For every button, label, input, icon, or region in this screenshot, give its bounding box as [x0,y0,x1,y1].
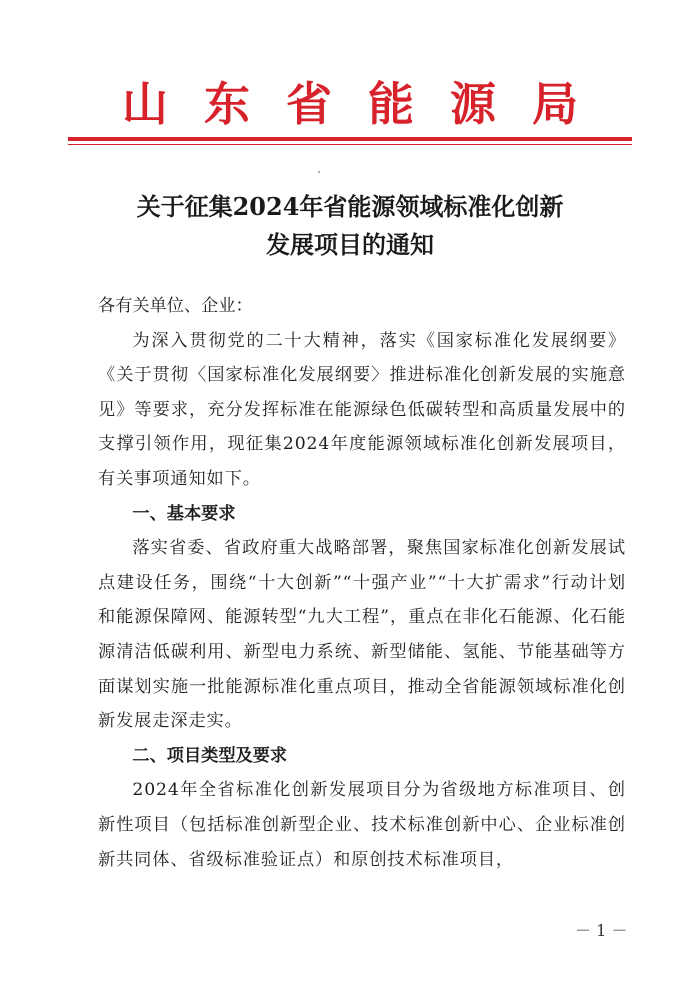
document-body [98,289,626,877]
section-2-heading: 二、项目类型及要求 [132,745,288,766]
salutation: 各有关单位、企业： [98,296,253,316]
document-title [60,188,640,264]
page-number: － 1 － [575,921,628,940]
section-1-heading: 一、基本要求 [132,503,236,524]
scan-speck [318,171,320,173]
header-red-rule-thin [68,144,632,145]
organization-header: 山东省能源局 [122,77,614,131]
section-1-paragraph: 落实省委、省政府重大战略部署，聚焦国家标准化创新发展试点建设任务，围绕“十大创新”“十强产业”“十大扩需求”行动计划和能源保障网、能源转型“九大工程”，重点在非化石能源、化石能源清洁低碳利用、新型电力系统、新型储能、氢能、节能基础等方面谋划实施一批能源标准化重点项目，推动全省能源领域标准化创新发展走深走实。 [98,538,626,732]
section-2-paragraph: 2024年全省标准化创新发展项目分为省级地方标准项目、创新性项目（包括标准创新型企业、技术标准创新中心、企业标准创新共同体、省级标准验证点）和原创技术标准项目， [98,780,626,870]
title-line-2: 发展项目的通知 [266,230,434,259]
title-line-1: 关于征集2024年省能源领域标准化创新 [136,192,564,221]
intro-paragraph: 为深入贯彻党的二十大精神，落实《国家标准化发展纲要》《关于贯彻〈国家标准化发展纲要〉推进标准化创新发展的实施意见》等要求，充分发挥标准在能源绿色低碳转型和高质量发展中的支撑引领作用，现征集2024年度能源领域标准化创新发展项目，有关事项通知如下。 [98,330,626,489]
header-red-rule-thick [68,137,632,141]
